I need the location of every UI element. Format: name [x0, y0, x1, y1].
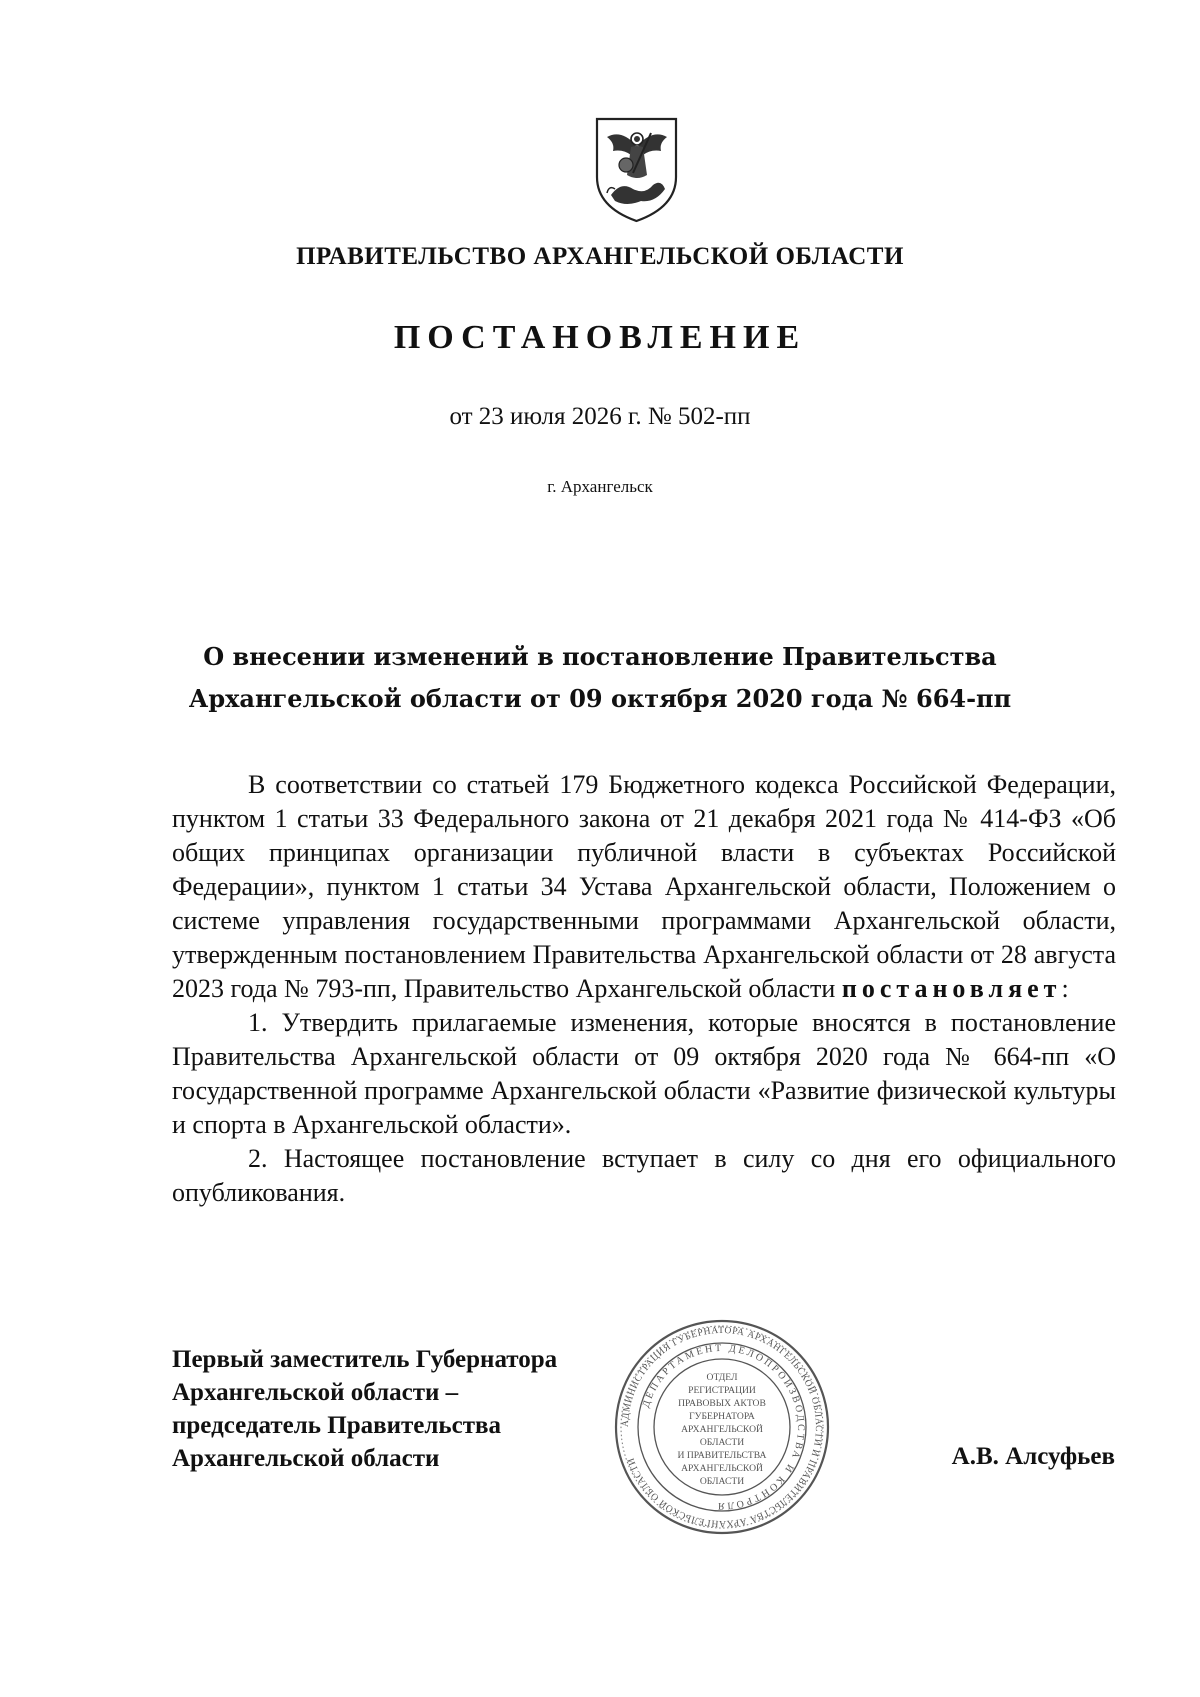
seal-inner-ring-text: ДЕПАРТАМЕНТ ДЕЛОПРОИЗВОДСТВА И КОНТРОЛЯ — [640, 1342, 807, 1512]
document-title-line-2: Архангельской области от 09 октября 2020 года № 664-пп — [188, 684, 1012, 713]
signatory-position-line-3: председатель Правительства — [172, 1412, 502, 1439]
seal-center-line-9: ОБЛАСТИ — [699, 1476, 745, 1487]
document-city: г. Архангельск — [547, 477, 653, 496]
signatory-position — [172, 1343, 632, 1475]
document-type: ПОСТАНОВЛЕНИЕ — [393, 319, 807, 356]
seal-center-line-6: ОБЛАСТИ — [699, 1437, 745, 1448]
decrees-colon: : — [1061, 974, 1069, 1003]
signatory-name: А.В. Алсуфьев — [951, 1443, 1115, 1470]
item-2-paragraph: 2. Настоящее постановление вступает в силу со дня его официального опубликования. — [172, 1144, 1116, 1207]
seal-center-line-1: ОТДЕЛ — [706, 1372, 738, 1383]
coat-of-arms-icon — [593, 115, 680, 225]
item-1-paragraph: 1. Утвердить прилагаемые изменения, которые вносятся в постановление Правительства Архангельской области от 09 октября 2020 года № 664-пп «О государственной программе Архангельской области «Развитие физической культуры и спорта в Архангельской области». — [172, 1008, 1116, 1139]
seal-center-line-5: АРХАНГЕЛЬСКОЙ — [681, 1424, 763, 1435]
signatory-position-line-2: Архангельской области – — [172, 1379, 459, 1406]
seal-center-line-4: ГУБЕРНАТОРА — [689, 1411, 755, 1422]
decrees-word: постановляет — [841, 974, 1062, 1003]
document-date-number: от 23 июля 2026 г. № 502-пп — [449, 403, 751, 430]
official-seal — [613, 1318, 831, 1536]
seal-outer-text: АДМИНИСТРАЦИЯ ГУБЕРНАТОРА АРХАНГЕЛЬСКОЙ ОБЛАСТИ И ПРАВИТЕЛЬСТВА АРХАНГЕЛЬСКОЙ ОБЛАСТИ — [619, 1324, 825, 1530]
document-title — [0, 636, 1200, 720]
seal-center-line-7: И ПРАВИТЕЛЬСТВА — [677, 1450, 767, 1461]
document-title-line-1: О внесении изменений в постановление Правительства — [203, 642, 997, 671]
seal-center-line-8: АРХАНГЕЛЬСКОЙ — [681, 1463, 763, 1474]
document-body — [172, 768, 1116, 1210]
signatory-position-line-1: Первый заместитель Губернатора — [172, 1346, 558, 1373]
seal-center-line-3: ПРАВОВЫХ АКТОВ — [678, 1398, 766, 1409]
government-name: ПРАВИТЕЛЬСТВО АРХАНГЕЛЬСКОЙ ОБЛАСТИ — [296, 243, 904, 270]
seal-center-line-2: РЕГИСТРАЦИИ — [688, 1385, 756, 1396]
preamble-text: В соответствии со статьей 179 Бюджетного кодекса Российской Федерации, пунктом 1 статьи 33 Федерального закона от 21 декабря 2021 года № 414-ФЗ «Об общих принципах организации публичной власти в субъектах Российской Федерации», пунктом 1 статьи 34 Устава Архангельской области, Положением о системе управления государственными программами Архангельской области, утвержденным постановлением Правительства Архангельской области от 28 августа 2023 года № 793-пп, Правительство Архангельской области — [172, 770, 1116, 1003]
preamble-paragraph — [172, 768, 1116, 1006]
signatory-position-line-4: Архангельской области — [172, 1445, 440, 1472]
